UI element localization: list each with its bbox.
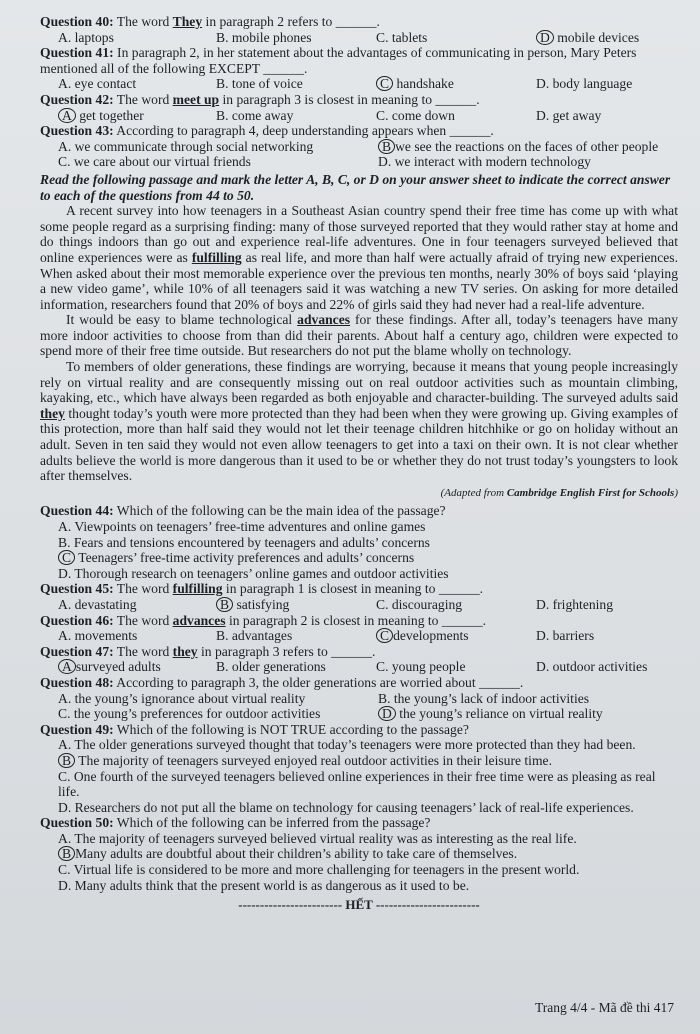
question-42: Question 42: The word meet up in paragraph 3 is closest in meaning to ______. A get together B. come away C. come down D. get away [40,92,678,123]
q41-option-b: B. tone of voice [216,76,303,92]
q46-option-d: D. barriers [536,628,595,644]
question-49: Question 49: Which of the following is NOT TRUE according to the passage? A. The older generations surveyed thought that today’s teenagers were more protected than they had been. B The majority of teenagers surveyed enjoyed real outdoor activities in their leisure time. C. One fourth of the surveyed teenagers believed online experiences in their free time were as pleasing as real life. D. Researchers do not put all the blame on technology for causing teenagers’ lack of real-life experiences. [40,722,678,816]
reading-passage [40,203,678,501]
q41-option-d: D. body language [536,76,633,92]
answer-circle: C [376,76,393,91]
q40-option-c: C. tablets [376,29,428,45]
question-48: Question 48: According to paragraph 3, the older generations are worried about ______. A. the young’s ignorance about virtual reality B. the young’s lack of indoor activities C. the young’s preferences for outdoor activities D the young’s reliance on virtual reality [40,675,678,722]
passage-source: (Adapted from Cambridge English First for Schools) [440,486,678,499]
answer-circle: B [378,139,395,154]
q45-option-b: B satisfying [216,597,376,613]
q47-option-a: A surveyed adults [58,659,216,675]
q42-option-a: A get together [58,108,216,124]
question-45: Question 45: The word fulfilling in paragraph 1 is closest in meaning to ______. A. devastating B satisfying C. discouraging D. frightening [40,581,678,612]
q45-option-c: C. discouraging [376,596,463,612]
instruction: Read the following passage and mark the letter A, B, C, or D on your answer sheet to indicate the correct answer to each of the questions from 44 to 50. [40,171,671,203]
question-43: Question 43: According to paragraph 4, deep understanding appears when ______. A. we communicate through social networking B we see the reactions on the faces of other people C. we care about our virtual friends D. we interact with modern technology [40,123,678,170]
question-41: Question 41: In paragraph 2, in her statement about the advantages of communicating in person, Mary Peters mentioned all of the following EXCEPT ______. A. eye contact B. tone of voice C handshake D. body language [40,45,678,92]
q46-option-b: B. advantages [216,628,293,644]
q50-option-c: C. Virtual life is considered to be more and more challenging for teenagers in the present world. [58,862,580,878]
answer-circle: C [376,628,393,643]
answer-circle: A [58,108,76,123]
q48-option-c: C. the young’s preferences for outdoor activities [58,706,321,722]
q48-option-d: D the young’s reliance on virtual reality [378,706,678,722]
answer-circle: D [536,30,554,45]
q47-option-d: D. outdoor activities [536,659,648,675]
answer-circle: B [58,753,75,768]
q41-option-c: C handshake [376,76,536,92]
q49-option-a: A. The older generations surveyed thought that today’s teenagers were more protected than they had been. [58,737,636,753]
q42-option-c: C. come down [376,107,455,123]
q43-option-a: A. we communicate through social networking [58,138,314,154]
passage-paragraph-2: It would be easy to blame technological advances for these findings. After all, today’s teenagers have many more indoor activities to choose from than did their parents. About half a century ago, children were expected to spend more of their free time outside. But researchers do not put the blame wholly on technology. [40,312,678,359]
q44-option-a: A. Viewpoints on teenagers’ free-time adventures and online games [58,519,426,534]
q46-option-a: A. movements [58,628,138,644]
question-50: Question 50: Which of the following can be inferred from the passage? A. The majority of teenagers surveyed believed virtual reality was as interesting as the real life. B Many adults are doubtful about their children’s ability to take care of themselves. C. Virtual life is considered to be more and more challenging for teenagers in the present world. D. Many adults think that the present world is as dangerous as it used to be. [40,815,678,893]
q44-option-b: B. Fears and tensions encountered by teenagers and adults’ concerns [58,534,430,550]
page-number: Trang 4/4 - Mã đề thi 417 [535,1000,674,1016]
q48-option-b: B. the young’s lack of indoor activities [378,690,590,706]
q49-option-c: C. One fourth of the surveyed teenagers believed online experiences in their free time were as pleasing as real life. [58,768,656,800]
passage-paragraph-1: A recent survey into how teenagers in a Southeast Asian country spend their free time has come up with what some people regard as a surprising finding: many of those surveyed reported that they would rather stay at home and do things indoors than go out and experience real-life adventures. One in four teenagers surveyed believed that online experiences were as fulfilling as real life, and more than half were actually afraid of trying new experiences. When asked about their most memorable experience over the previous ten months, nearly 30% of boys said ‘playing a new video game’, while 10% of all teenagers said it was watching a new TV series. On asking for more detailed information, researchers found that 20% of boys and 22% of girls said they had never had a real-life adventure. [40,203,678,312]
question-46: Question 46: The word advances in paragraph 2 is closest in meaning to ______. A. movements B. advantages C developments D. barriers [40,613,678,644]
q42-option-b: B. come away [216,107,294,123]
answer-circle: B [58,846,75,861]
answer-circle: C [58,550,75,565]
q50-option-d: D. Many adults think that the present world is as dangerous as it used to be. [58,877,470,893]
question-40: Question 40: The word They in paragraph 2 refers to ______. A. laptops B. mobile phones C. tablets D mobile devices [40,14,678,45]
q43-option-b: B we see the reactions on the faces of other people [378,139,678,155]
question-44: Question 44: Which of the following can be the main idea of the passage? A. Viewpoints on teenagers’ free-time adventures and online games B. Fears and tensions encountered by teenagers and adults’ concerns C Teenagers’ free-time activity preferences and adults’ concerns D. Thorough research on teenagers’ online games and outdoor activities [40,503,678,581]
q43-option-c: C. we care about our virtual friends [58,154,251,170]
q40-option-a: A. laptops [58,29,114,45]
q44-option-c: C Teenagers’ free-time activity preferences and adults’ concerns [40,550,678,566]
q42-option-d: D. get away [536,107,602,123]
question-47: Question 47: The word they in paragraph 3 refers to ______. A surveyed adults B. older generations C. young people D. outdoor activities [40,644,678,675]
answer-circle: B [216,597,233,612]
end-marker: ------------------------ HẾT ------------------------ [238,897,480,913]
q44-option-d: D. Thorough research on teenagers’ online games and outdoor activities [58,565,449,581]
q46-option-c: C developments [376,628,536,644]
q47-option-b: B. older generations [216,659,326,675]
q43-option-d: D. we interact with modern technology [378,154,591,170]
q40-option-d: D mobile devices [536,30,678,46]
q45-option-d: D. frightening [536,596,614,612]
answer-circle: A [58,659,76,674]
q45-option-a: A. devastating [58,596,137,612]
q49-option-b: B The majority of teenagers surveyed enjoyed real outdoor activities in their leisure time. [40,753,678,769]
q48-option-a: A. the young’s ignorance about virtual reality [58,690,306,706]
q49-option-d: D. Researchers do not put all the blame on technology for causing teenagers’ lack of real-life experiences. [58,799,634,815]
answer-circle: D [378,706,396,721]
q50-option-b: B Many adults are doubtful about their children’s ability to take care of themselves. [40,846,678,862]
q41-option-a: A. eye contact [58,76,137,92]
q47-option-c: C. young people [376,659,466,675]
q40-option-b: B. mobile phones [216,29,312,45]
q50-option-a: A. The majority of teenagers surveyed believed virtual reality was as interesting as the real life. [58,830,577,846]
passage-paragraph-3: To members of older generations, these findings are worrying, because it means that young people increasingly rely on virtual reality and are consequently missing out on real outdoor activities such as mountain climbing, kayaking, etc., which have always been regarded as both enjoyable and character-building. The surveyed adults said they thought today’s youth were more protected than they had been when they were growing up. Giving examples of this protection, more than half said they would not let their teenage children hitchhike or go on holiday without an adult. Seven in ten said they would not even allow teenagers to get into a taxi on their own. It is not clear whether adults believe the world is more dangerous than it used to be or whether they do not trust today’s youngsters to look after themselves. [40,359,678,484]
